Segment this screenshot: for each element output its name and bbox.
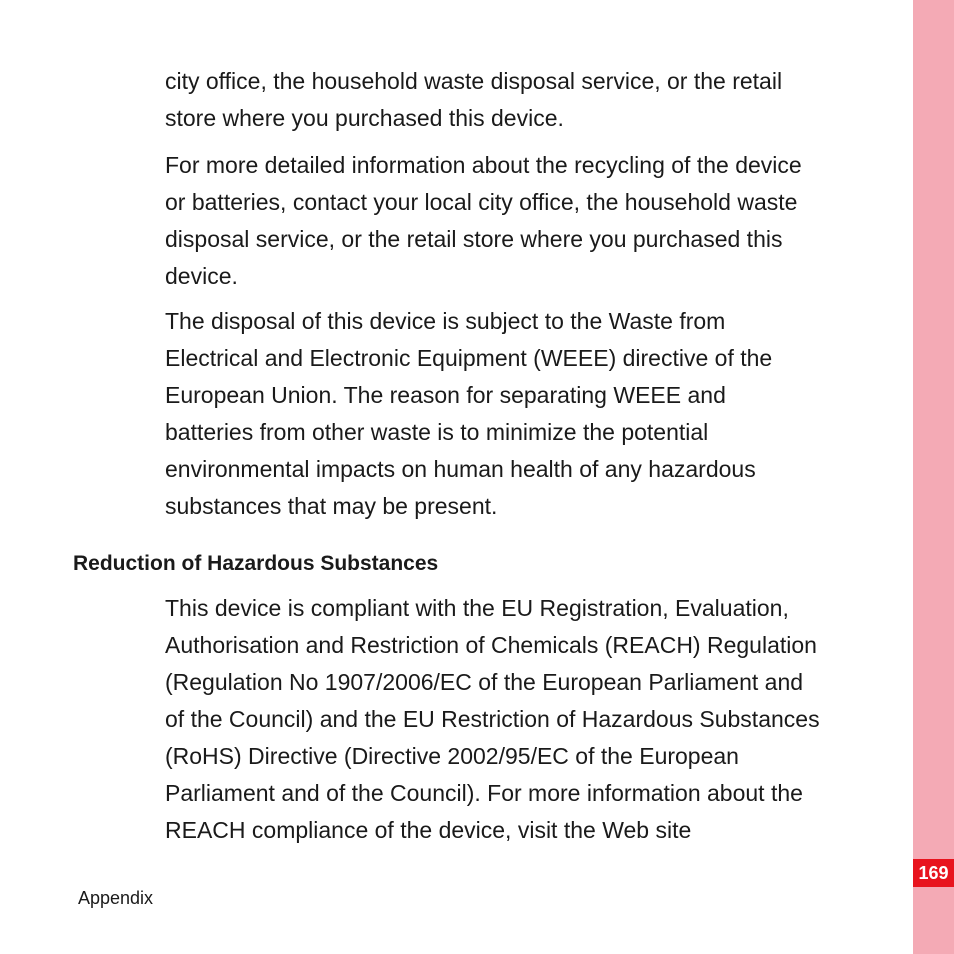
paragraph-line: Parliament and of the Council). For more information about the [165,780,803,806]
paragraph-recycling-info [165,147,880,295]
paragraph-weee-directive [165,303,880,525]
paragraph-disposal-contact [165,63,880,137]
paragraph-line: city office, the household waste disposal service, or the retail [165,68,783,94]
paragraph-line: Authorisation and Restriction of Chemicals (REACH) Regulation [165,632,817,658]
paragraph-line: REACH compliance of the device, visit the Web site [165,817,692,843]
paragraph-line: The disposal of this device is subject to the Waste from [165,308,726,334]
side-tab-band [913,0,954,954]
page-number-badge: 169 [913,859,954,887]
paragraph-line: (RoHS) Directive (Directive 2002/95/EC of the European [165,743,739,769]
paragraph-line: (Regulation No 1907/2006/EC of the European Parliament and [165,669,804,695]
footer-section-label: Appendix [78,888,154,908]
paragraph-line: For more detailed information about the recycling of the device [165,152,802,178]
paragraph-line: store where you purchased this device. [165,105,564,131]
paragraph-line: European Union. The reason for separating WEEE and [165,382,726,408]
paragraph-line: This device is compliant with the EU Registration, Evaluation, [165,595,789,621]
paragraph-line: of the Council) and the EU Restriction of Hazardous Substances [165,706,820,732]
paragraph-line: device. [165,263,238,289]
paragraph-line: substances that may be present. [165,493,498,519]
paragraph-line: or batteries, contact your local city office, the household waste [165,189,798,215]
paragraph-line: batteries from other waste is to minimize the potential [165,419,709,445]
section-heading: Reduction of Hazardous Substances [73,552,439,575]
paragraph-line: disposal service, or the retail store where you purchased this [165,226,783,252]
paragraph-reach-compliance [165,590,880,849]
paragraph-line: environmental impacts on human health of any hazardous [165,456,756,482]
paragraph-line: Electrical and Electronic Equipment (WEEE) directive of the [165,345,773,371]
